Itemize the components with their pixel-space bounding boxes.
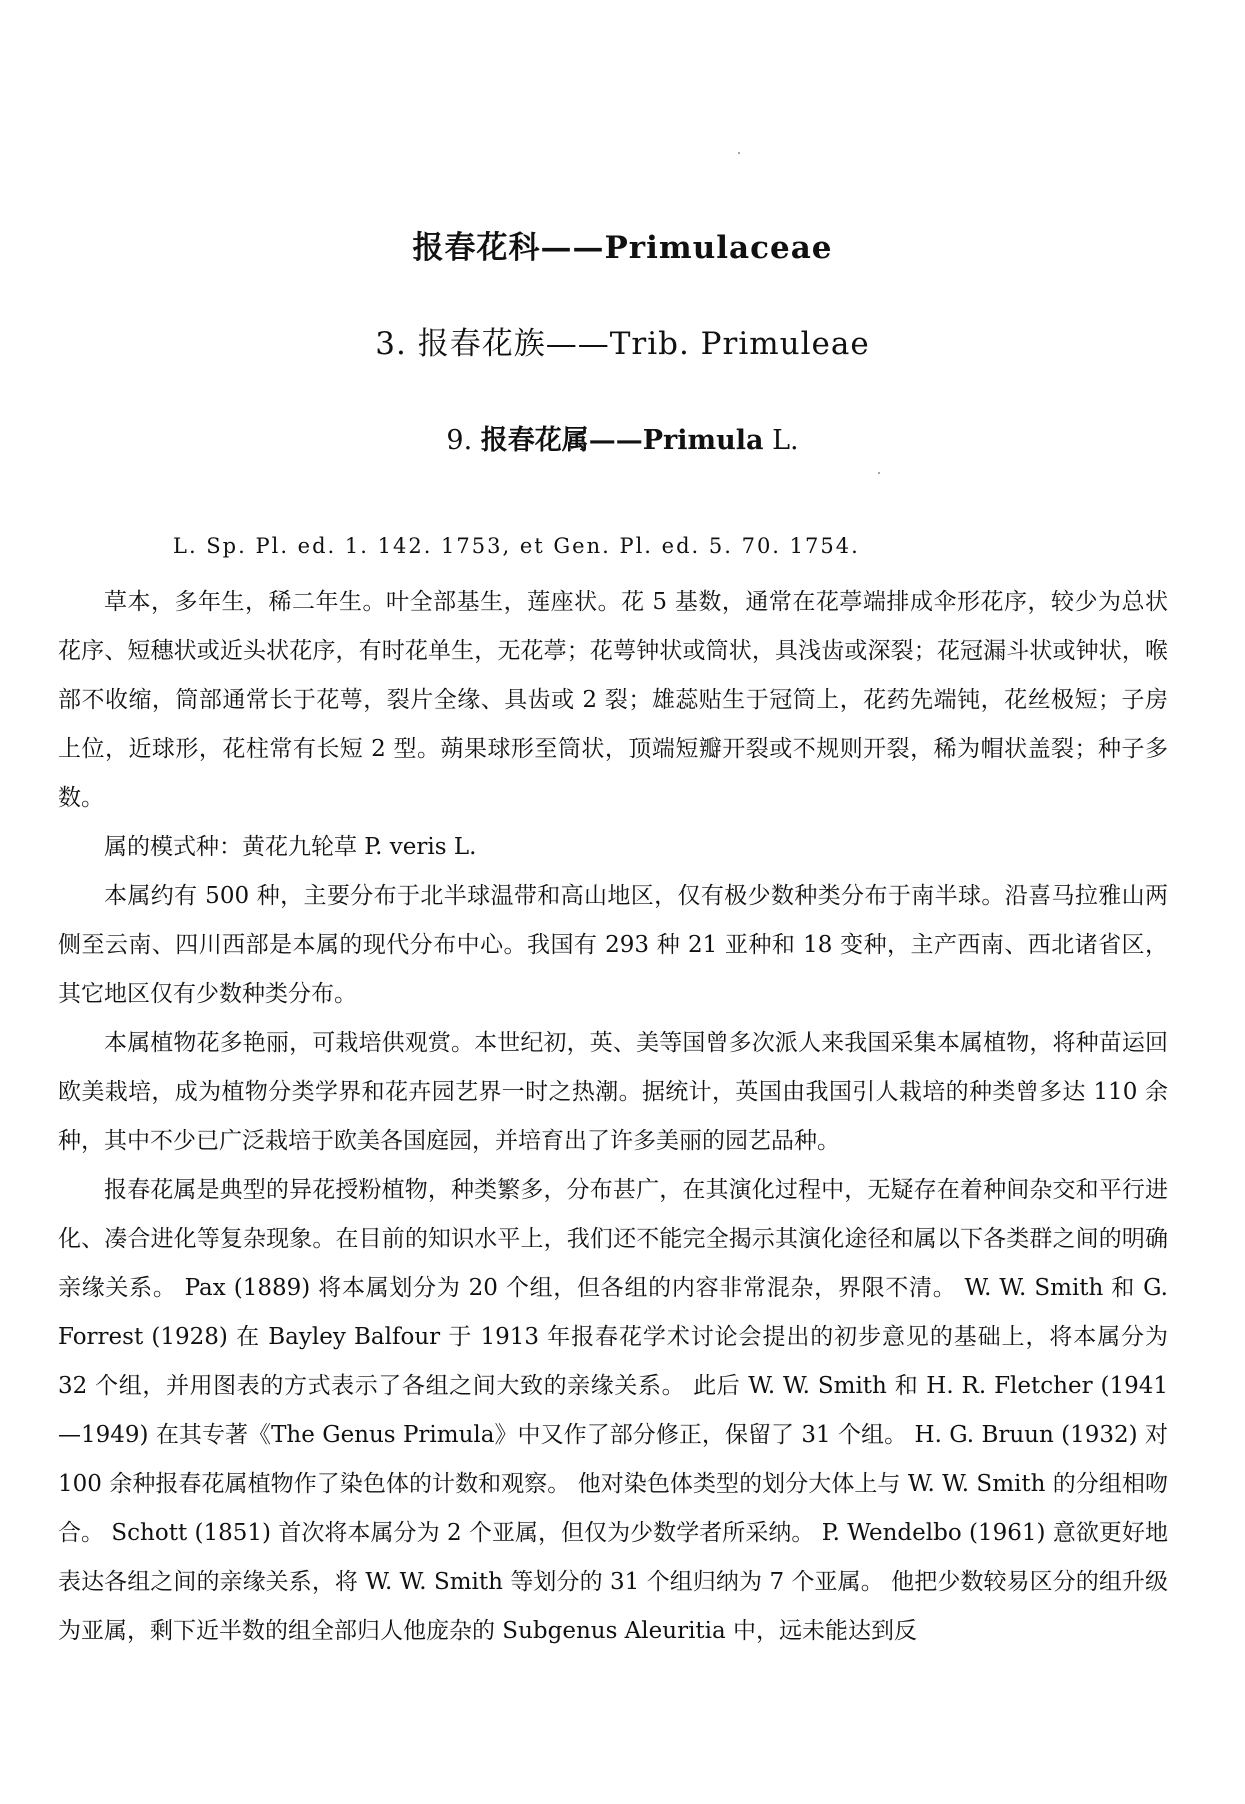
genus-name: 报春花属——Primula xyxy=(480,425,764,456)
paragraph-description: 草本，多年生，稀二年生。叶全部基生，莲座状。花 5 基数，通常在花葶端排成伞形花序，较少为总状花序、短穗状或近头状花序，有时花单生，无花葶；花萼钟状或筒状，具浅齿或深裂；花冠漏斗状或钟状，喉部不收缩，筒部通常长于花萼，裂片全缘、具齿或 2 裂；雄蕊贴生于冠筒上，花药先端钝，花丝极短；子房上位，近球形，花柱常有长短 2 型。蒴果球形至筒状，顶端短瓣开裂或不规则开裂，稀为帽状盖裂；种子多数。 xyxy=(58,589,1168,811)
scan-speck xyxy=(878,472,880,474)
paragraph-distribution: 本属约有 500 种，主要分布于北半球温带和高山地区，仅有极少数种类分布于南半球。沿喜马拉雅山两侧至云南、四川西部是本属的现代分布中心。我国有 293 种 21 亚种和 18 变种，主产西南、西北诸省区，其它地区仅有少数种类分布。 xyxy=(58,883,1168,1007)
tribe-heading: 3. 报春花族——Trib. Primuleae xyxy=(375,326,870,362)
body-text xyxy=(58,578,1168,1656)
genus-number: 9. xyxy=(446,425,473,456)
paragraph-cultivation: 本属植物花多艳丽，可栽培供观赏。本世纪初，英、美等国曾多次派人来我国采集本属植物，将种苗运回欧美栽培，成为植物分类学界和花卉园艺界一时之热潮。据统计，英国由我国引人栽培的种类曾多达 110 余种，其中不少已广泛栽培于欧美各国庭园，并培育出了许多美丽的园艺品种。 xyxy=(58,1030,1168,1154)
paragraph-classification: 报春花属是典型的异花授粉植物，种类繁多，分布甚广，在其演化过程中，无疑存在着种间杂交和平行进化、凑合进化等复杂现象。在目前的知识水平上，我们还不能完全揭示其演化途径和属以下各类群之间的明确亲缘关系。 Pax (1889) 将本属划分为 20 个组，但各组的内容非常混杂，界限不清。 W. W. Smith 和 G. Forrest (1928) 在 Bayley Balfour 于 1913 年报春花学术讨论会提出的初步意见的基础上，将本属分为 32 个组，并用图表的方式表示了各组之间大致的亲缘关系。 此后 W. W. Smith 和 H. R. Fletcher (1941—1949) 在其专著《The Genus Primula》中又作了部分修正，保留了 31 个组。 H. G. Bruun (1932) 对 100 余种报春花属植物作了染色体的计数和观察。 他对染色体类型的划分大体上与 W. W. Smith 的分组相吻合。 Schott (1851) 首次将本属分为 2 个亚属，但仅为少数学者所采纳。 P. Wendelbo (1961) 意欲更好地表达各组之间的亲缘关系，将 W. W. Smith 等划分的 31 个组归纳为 7 个亚属。 他把少数较易区分的组升级为亚属，剩下近半数的组全部归人他庞杂的 Subgenus Aleuritia 中，远未能达到反 xyxy=(58,1177,1168,1644)
genus-author: L. xyxy=(772,425,799,456)
scan-speck xyxy=(738,152,740,154)
literature-citation: L. Sp. Pl. ed. 1. 142. 1753, et Gen. Pl. ed. 5. 70. 1754. xyxy=(173,534,860,558)
paragraph-type-species: 属的模式种：黄花九轮草 P. veris L. xyxy=(104,834,477,860)
genus-heading xyxy=(0,418,1245,457)
family-heading: 报春花科——Primulaceae xyxy=(412,230,833,266)
